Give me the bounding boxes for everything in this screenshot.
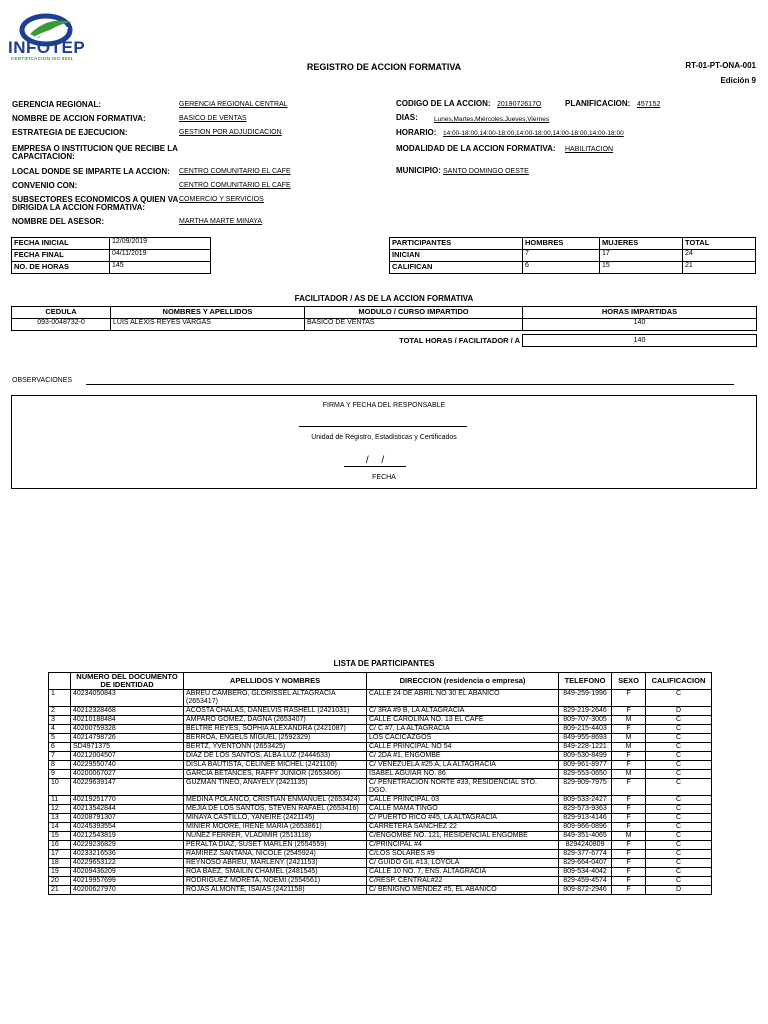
row-number: 21: [49, 886, 71, 895]
horario-value: 14:00-18:00,14:00-18:00,14:00-18:00,14:00-18:00,14:00-18:00: [443, 130, 624, 137]
document-code: RT-01-PT-ONA-001: [685, 61, 756, 70]
summary-cell: 24: [683, 250, 756, 262]
row-number: 13: [49, 814, 71, 823]
address: CALLE 10 NO. 7, ENS. ALTAGRACIA: [367, 868, 559, 877]
gerencia-label: GERENCIA REGIONAL:: [12, 100, 102, 109]
table-row: [49, 716, 712, 725]
table-row: [49, 796, 712, 805]
table-row: [49, 805, 712, 814]
logo-subtitle: CERTIFICACION ISO 9001: [11, 56, 74, 61]
list-header: DIRECCION (residencia o empresa): [367, 673, 559, 690]
facilitator-hours: 140: [523, 319, 757, 331]
total-hours-value: 140: [522, 334, 757, 347]
participant-name: PERALTA DIAZ, SUSET MARLEN (2554559): [184, 841, 367, 850]
planificacion-value: 457152: [637, 101, 661, 108]
document-id: 40212328468: [71, 707, 184, 716]
fecha-label: FECHA: [372, 474, 396, 481]
address: CALLE 24 DE ABRIL NO 30 EL ABANICO: [367, 690, 559, 707]
date-label: FECHA INICIAL: [12, 238, 110, 250]
address: CALLE MAMA TINGO: [367, 805, 559, 814]
facilitator-module: BASICO DE VENTAS: [305, 319, 523, 331]
grade: C: [646, 690, 712, 707]
facilitator-cedula: 093-0048732-0: [12, 319, 111, 331]
total-hours-label: TOTAL HORAS / FACILITADOR / A: [399, 336, 520, 345]
local-value: CENTRO COMUNITARIO EL CAFE: [179, 168, 291, 175]
participant-name: BERTZ, YVENTONN (2653425): [184, 743, 367, 752]
summary-row-label: INICIAN: [390, 250, 523, 262]
summary-header: MUJERES: [600, 238, 683, 250]
row-number: 1: [49, 690, 71, 707]
address: C/ 3RA #9 B, LA ALTAGRACIA: [367, 707, 559, 716]
list-header: APELLIDOS Y NOMBRES: [184, 673, 367, 690]
phone: 829-459-4574: [559, 877, 612, 886]
logo-text: INFOTEP: [8, 38, 86, 57]
address: C/ BENIGNO MENDEZ #5, EL ABANICO: [367, 886, 559, 895]
grade: C: [646, 868, 712, 877]
row-number: 11: [49, 796, 71, 805]
address: C/LOS SOLARES #9: [367, 850, 559, 859]
observaciones-label: OBSERVACIONES: [12, 377, 73, 384]
participant-name: RAMIREZ SANTANA, NICOLE (2545924): [184, 850, 367, 859]
document-id: 40208791307: [71, 814, 184, 823]
address: CALLE PRINCIPAL 03: [367, 796, 559, 805]
participant-name: ROJAS ALMONTE, ISAIAS (2421158): [184, 886, 367, 895]
document-id: SD4971375: [71, 743, 184, 752]
participant-name: MEDINA POLANCO, CRISTIAN ENMANUEL (2653424): [184, 796, 367, 805]
participant-name: RODRIGUEZ MORETA, NOEMI (2554561): [184, 877, 367, 886]
address: ISABEL AGUIAR NO. 86: [367, 770, 559, 779]
sex: F: [612, 725, 646, 734]
list-header: [49, 673, 71, 690]
table-row: [49, 770, 712, 779]
phone: 849-955-8693: [559, 734, 612, 743]
summary-cell: 15: [600, 262, 683, 274]
row-number: 2: [49, 707, 71, 716]
participant-name: NUÑEZ FERRER, VLADIMIR (2513118): [184, 832, 367, 841]
codigo-value: 2019072617O: [497, 101, 542, 108]
grade: C: [646, 770, 712, 779]
participant-name: BERROA, ENGELS MIGUEL (2592329): [184, 734, 367, 743]
participant-name: REYNOSO ABREU, MARLENY (2421153): [184, 859, 367, 868]
firma-label: FIRMA Y FECHA DEL RESPONSABLE: [322, 402, 446, 409]
address: CALLE PRINCIPAL NO 54: [367, 743, 559, 752]
row-number: 8: [49, 761, 71, 770]
sex: F: [612, 859, 646, 868]
sex: F: [612, 761, 646, 770]
grade: C: [646, 850, 712, 859]
document-id: 40219957699: [71, 877, 184, 886]
document-id: 40210188484: [71, 716, 184, 725]
asesor-label: NOMBRE DEL ASESOR:: [12, 217, 105, 226]
participant-name: ROA BAEZ, SMAILIN CHAMEL (2481545): [184, 868, 367, 877]
table-row: [49, 814, 712, 823]
summary-header: TOTAL: [683, 238, 756, 250]
address: C/ VENEZUELA #25 A, LA ALTAGRACIA: [367, 761, 559, 770]
document-id: 40233216536: [71, 850, 184, 859]
participant-name: DISLA BAUTISTA, CELINEE MICHEL (2421106): [184, 761, 367, 770]
participants-summary-table: [389, 237, 756, 274]
nombre-value: BASICO DE VENTAS: [179, 115, 247, 122]
summary-cell: 7: [523, 250, 600, 262]
sex: M: [612, 734, 646, 743]
phone: 829-553-0650: [559, 770, 612, 779]
table-row: [49, 859, 712, 868]
phone: 829-664-0407: [559, 859, 612, 868]
table-row: [49, 761, 712, 770]
sex: M: [612, 716, 646, 725]
sex: F: [612, 690, 646, 707]
facilitator-header: CEDULA: [12, 307, 111, 319]
local-label: LOCAL DONDE SE IMPARTE LA ACCION:: [12, 167, 170, 176]
grade: C: [646, 779, 712, 796]
row-number: 9: [49, 770, 71, 779]
signature-box: [11, 395, 757, 489]
grade: C: [646, 841, 712, 850]
facilitator-header: NOMBRES Y APELLIDOS: [111, 307, 305, 319]
address: C/ GUIDO GIL #13, LOYOLA: [367, 859, 559, 868]
phone: 809-534-4042: [559, 868, 612, 877]
table-row: [390, 262, 756, 274]
row-number: 12: [49, 805, 71, 814]
row-number: 4: [49, 725, 71, 734]
firma-line: [299, 426, 467, 427]
summary-cell: 6: [523, 262, 600, 274]
document-id: 40219251770: [71, 796, 184, 805]
date-value: 145: [110, 262, 211, 274]
phone: 849-351-4065: [559, 832, 612, 841]
date-label: NO. DE HORAS: [12, 262, 110, 274]
table-row: [49, 725, 712, 734]
participant-name: BELTRE REYES, SOPHIA ALEXANDRA (2421087): [184, 725, 367, 734]
phone: 849-228-1221: [559, 743, 612, 752]
unidad-label: Unidad de Registro, Estadisticas y Certificados: [311, 434, 457, 441]
address: LOS CACICAZGOS: [367, 734, 559, 743]
table-row: [49, 673, 712, 690]
phone: 829-909-7975: [559, 779, 612, 796]
sex: F: [612, 779, 646, 796]
address: CARRETERA SÁNCHEZ 22: [367, 823, 559, 832]
grade: C: [646, 716, 712, 725]
list-header: TELEFONO: [559, 673, 612, 690]
sex: F: [612, 868, 646, 877]
document-id: 40213542844: [71, 805, 184, 814]
row-number: 6: [49, 743, 71, 752]
subsectores-value: COMERCIO Y SERVICIOS: [179, 196, 264, 203]
codigo-label: CODIGO DE LA ACCION:: [396, 99, 491, 108]
horario-label: HORARIO:: [396, 128, 437, 137]
participant-name: AMPARO GOMEZ, DAGNA (2653407): [184, 716, 367, 725]
row-number: 19: [49, 868, 71, 877]
address: CALLE CAROLINA NO. 13 EL CAFE: [367, 716, 559, 725]
participant-name: ACOSTA CHALAS, DANELVIS RASHELL (2421031): [184, 707, 367, 716]
row-number: 10: [49, 779, 71, 796]
grade: D: [646, 886, 712, 895]
participant-name: GUZMAN TINEO, ANAYELY (2421135): [184, 779, 367, 796]
document-id: 40200627970: [71, 886, 184, 895]
grade: C: [646, 796, 712, 805]
modalidad-value: HABILITACION: [565, 146, 614, 153]
document-id: 40209436209: [71, 868, 184, 877]
address: C/PRINCIPAL #4: [367, 841, 559, 850]
document-edition: Edición 9: [720, 76, 756, 85]
table-row: [390, 238, 756, 250]
dias-value: Lunes,Martes,Miércoles,Jueves,Viernes: [434, 116, 550, 123]
summary-cell: 21: [683, 262, 756, 274]
date-slashes: / /: [344, 455, 406, 467]
dias-label: DIAS:: [396, 113, 418, 122]
table-row: [49, 752, 712, 761]
document-id: 40234050843: [71, 690, 184, 707]
phone: 809-707-3005: [559, 716, 612, 725]
document-id: 40214798726: [71, 734, 184, 743]
sex: F: [612, 850, 646, 859]
phone: 809-530-8499: [559, 752, 612, 761]
gerencia-value: GERENCIA REGIONAL CENTRAL: [179, 101, 288, 108]
document-id: 40229639147: [71, 779, 184, 796]
nombre-label: NOMBRE DE ACCION FORMATIVA:: [12, 114, 146, 123]
sex: M: [612, 743, 646, 752]
grade: C: [646, 832, 712, 841]
table-row: [12, 319, 757, 331]
document-id: 40212004507: [71, 752, 184, 761]
participants-table: [48, 672, 712, 895]
table-row: [49, 823, 712, 832]
empresa-label: EMPRESA O INSTITUCION QUE RECIBE LA CAPACITACION:: [12, 144, 178, 161]
grade: C: [646, 877, 712, 886]
date-value: 04/11/2019: [110, 250, 211, 262]
municipio-label: MUNICIPIO:: [396, 166, 441, 175]
table-row: [49, 743, 712, 752]
grade: C: [646, 734, 712, 743]
address: C/RESP. CENTRAL#22: [367, 877, 559, 886]
table-row: [390, 250, 756, 262]
sex: F: [612, 877, 646, 886]
sex: M: [612, 770, 646, 779]
table-row: [49, 779, 712, 796]
grade: C: [646, 805, 712, 814]
table-row: [12, 262, 211, 274]
table-row: [49, 877, 712, 886]
modalidad-label: MODALIDAD DE LA ACCION FORMATIVA:: [396, 144, 556, 153]
table-row: [49, 734, 712, 743]
page-title: REGISTRO DE ACCION FORMATIVA: [306, 62, 462, 72]
summary-row-label: CALIFICAN: [390, 262, 523, 274]
participant-name: DIAZ DE LOS SANTOS, ALBA LUZ (2444633): [184, 752, 367, 761]
phone: 809-215-4403: [559, 725, 612, 734]
sex: F: [612, 823, 646, 832]
phone: 809-533-2427: [559, 796, 612, 805]
facilitator-table: [11, 306, 757, 331]
address: C/ 2DA #1, ENGOMBE: [367, 752, 559, 761]
facilitator-header: HORAS IMPARTIDAS: [523, 307, 757, 319]
document-id: 40229653122: [71, 859, 184, 868]
sex: F: [612, 814, 646, 823]
table-row: [49, 850, 712, 859]
table-row: [12, 250, 211, 262]
table-row: [12, 238, 211, 250]
phone: 809-872-2946: [559, 886, 612, 895]
date-label: FECHA FINAL: [12, 250, 110, 262]
asesor-value: MARTHA MARTE MINAYA: [179, 218, 263, 225]
document-id: 40212543819: [71, 832, 184, 841]
grade: C: [646, 761, 712, 770]
table-row: [49, 707, 712, 716]
grade: C: [646, 743, 712, 752]
address: C/ PUERTO RICO #45, LA ALTAGRACIA: [367, 814, 559, 823]
row-number: 16: [49, 841, 71, 850]
municipio-value: SANTO DOMINGO OESTE: [443, 168, 529, 175]
subsectores-label: SUBSECTORES ECONOMICOS A QUIEN VA DIRIGIDA LA ACCION FORMATIVA:: [12, 195, 178, 212]
row-number: 20: [49, 877, 71, 886]
dates-table: [11, 237, 211, 274]
address: C/ PENETRACION NORTE #33, RESIDENCIAL STO. DGO.: [367, 779, 559, 796]
document-id: 40245393554: [71, 823, 184, 832]
summary-header: HOMBRES: [523, 238, 600, 250]
facilitator-title: FACILITADOR / AS DE LA ACCION FORMATIVA: [294, 294, 474, 303]
participant-name: GARCIA BETANCES, RAFFY JUNIOR (2653406): [184, 770, 367, 779]
convenio-label: CONVENIO CON:: [12, 181, 78, 190]
participant-name: MINAYA CASTILLO, YANEIRE (2421145): [184, 814, 367, 823]
row-number: 18: [49, 859, 71, 868]
sex: F: [612, 796, 646, 805]
row-number: 15: [49, 832, 71, 841]
table-row: [12, 307, 757, 319]
grade: C: [646, 752, 712, 761]
row-number: 5: [49, 734, 71, 743]
participant-name: MINIER MOORE, IRENE MARIA (2653861): [184, 823, 367, 832]
phone: 829-377-6774: [559, 850, 612, 859]
list-header: SEXO: [612, 673, 646, 690]
document-id: 40229550740: [71, 761, 184, 770]
phone: 8294240809: [559, 841, 612, 850]
row-number: 17: [49, 850, 71, 859]
grade: D: [646, 707, 712, 716]
participant-name: MEJIA DE LOS SANTOS, STEVEN RAFAEL (2653416): [184, 805, 367, 814]
table-row: [49, 841, 712, 850]
phone: 809-961-8977: [559, 761, 612, 770]
document-id: 40200067027: [71, 770, 184, 779]
sex: F: [612, 752, 646, 761]
phone: 809-966-0896: [559, 823, 612, 832]
table-row: [49, 886, 712, 895]
sex: F: [612, 707, 646, 716]
table-row: [49, 690, 712, 707]
facilitator-header: MODULO / CURSO IMPARTIDO: [305, 307, 523, 319]
grade: C: [646, 859, 712, 868]
estrategia-value: GESTION POR ADJUDICACION: [179, 129, 282, 136]
list-header: CALIFICACION: [646, 673, 712, 690]
phone: 829-573-9363: [559, 805, 612, 814]
grade: C: [646, 725, 712, 734]
address: C/ C #7, LA ALTAGRACIA: [367, 725, 559, 734]
sex: F: [612, 886, 646, 895]
grade: C: [646, 814, 712, 823]
summary-header: PARTICIPANTES: [390, 238, 523, 250]
date-value: 12/09/2019: [110, 238, 211, 250]
row-number: 3: [49, 716, 71, 725]
estrategia-label: ESTRATEGIA DE EJECUCION:: [12, 128, 128, 137]
sex: M: [612, 832, 646, 841]
document-id: 40229236829: [71, 841, 184, 850]
sex: F: [612, 805, 646, 814]
phone: 849-259-1996: [559, 690, 612, 707]
document-id: 40200759328: [71, 725, 184, 734]
sex: F: [612, 841, 646, 850]
row-number: 7: [49, 752, 71, 761]
planificacion-label: PLANIFICACION:: [565, 99, 631, 108]
list-header: NUMERO DEL DOCUMENTO DE IDENTIDAD: [71, 673, 184, 690]
convenio-value: CENTRO COMUNITARIO EL CAFE: [179, 182, 291, 189]
observaciones-line: [86, 384, 734, 385]
grade: C: [646, 823, 712, 832]
row-number: 14: [49, 823, 71, 832]
summary-cell: 17: [600, 250, 683, 262]
facilitator-name: LUIS ALEXIS REYES VARGAS: [111, 319, 305, 331]
participant-name: ABREU CAMBERO, GLORISSEL ALTAGRACIA (2653417): [184, 690, 367, 707]
address: C/ENGOMBE NO. 121, RESIDENCIAL ENGOMBE: [367, 832, 559, 841]
phone: 829-913-4146: [559, 814, 612, 823]
table-row: [49, 868, 712, 877]
list-title: LISTA DE PARTICIPANTES: [333, 659, 435, 668]
table-row: [49, 832, 712, 841]
phone: 829-219-2646: [559, 707, 612, 716]
